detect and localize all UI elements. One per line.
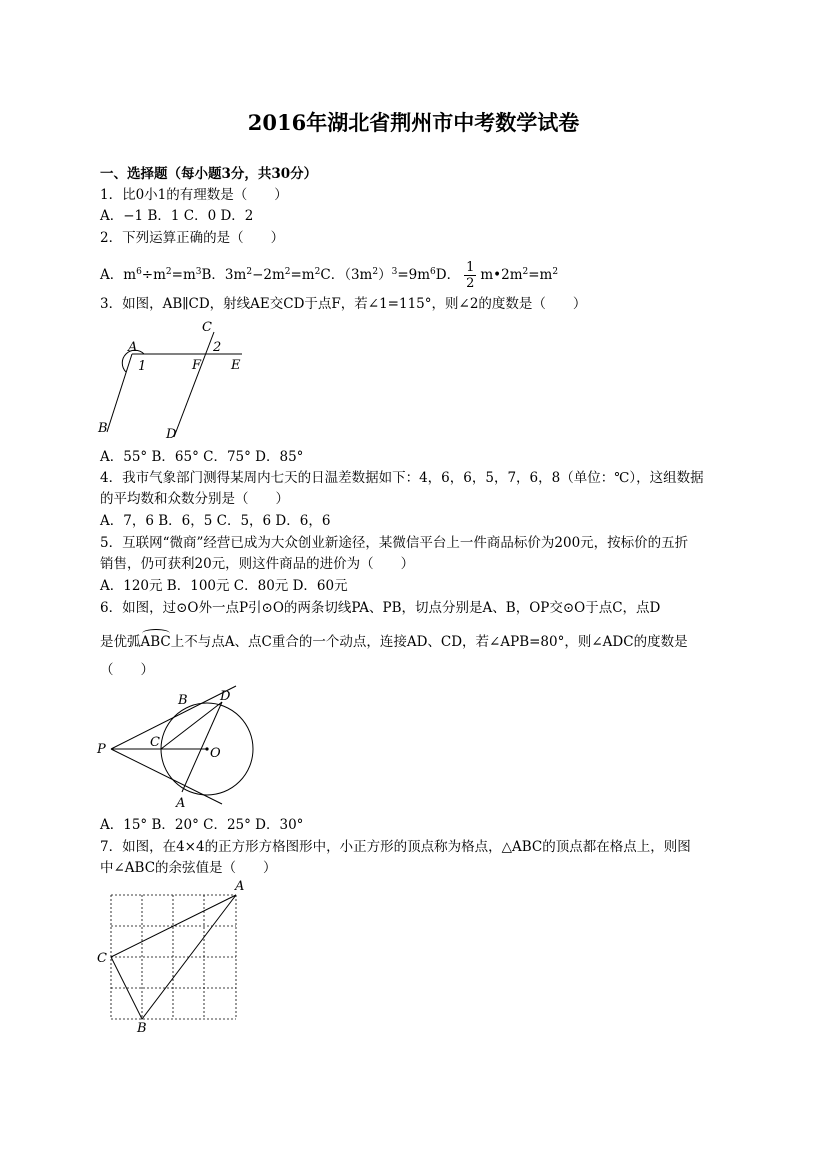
page-title: 2016年湖北省荆州市中考数学试卷 <box>247 110 580 135</box>
q2-b-sup3: 2 <box>314 267 321 277</box>
q6-line3: （ ） <box>100 662 154 678</box>
section-heading: 一、选择题（每小题3分，共30分） <box>100 166 318 182</box>
q2-a-sup2: 2 <box>165 267 172 277</box>
q2-d: D． <box>435 267 461 283</box>
q5-line2: 销售，仍可获利20元，则这件商品的进价为（ ） <box>100 556 415 572</box>
q6-options: A．15° B．20° C．25° D．30° <box>100 817 304 833</box>
q6-line1: 6．如图，过⊙O外一点P引⊙O的两条切线PA、PB，切点分别是A、B，OP交⊙O于点C，点D <box>100 600 661 616</box>
q6-line2-end: 上不与点A、点C重合的一个动点，连接AD、CD，若∠APB=80°，则∠ADC的度数是 <box>170 634 688 650</box>
line-cd <box>174 332 214 437</box>
q2-d-fraction <box>464 260 476 291</box>
label-c: C <box>202 320 212 335</box>
q2-stem: 2．下列运算正确的是（ ） <box>100 230 285 246</box>
label-1: 1 <box>138 359 147 374</box>
q2-c-sup3: 6 <box>430 267 436 277</box>
q4-options: A．7，6 B．6，5 C．5，6 D．6，6 <box>100 513 331 529</box>
q2-c: C．（3m <box>320 267 373 283</box>
arc-abc: ABC <box>140 634 171 650</box>
label-b: B <box>178 693 188 708</box>
label-d: D <box>166 427 177 442</box>
q7-line1: 7．如图，在4×4的正方形方格图形中，小正方形的顶点称为格点，△ABC的顶点都在格点上，则图 <box>100 839 691 855</box>
q5-options: A．120元 B．100元 C．80元 D．60元 <box>100 578 348 594</box>
line-ab <box>107 354 132 432</box>
q2-b-sup1: 2 <box>246 267 253 277</box>
label-b: B <box>98 421 108 436</box>
q2-a: A．m <box>100 267 137 283</box>
label-a: A <box>235 879 245 894</box>
q7-line2: 中∠ABC的余弦值是（ ） <box>100 860 277 876</box>
q4-line2: 的平均数和众数分别是（ ） <box>100 491 289 507</box>
q6-line2 <box>100 633 688 651</box>
center-o-dot <box>205 747 208 750</box>
label-2: 2 <box>213 340 222 355</box>
q7-grid-figure <box>94 878 254 1034</box>
q1-stem: 1．比0小1的有理数是（ ） <box>100 187 288 203</box>
label-p: P <box>97 742 106 757</box>
label-a: A <box>128 340 138 355</box>
q6-circle-tangent-figure <box>94 682 264 810</box>
q2-d-sup2: 2 <box>552 267 559 277</box>
q2-a-sup3: 3 <box>195 267 202 277</box>
label-d: D <box>220 689 231 704</box>
fraction-numerator: 1 <box>466 260 475 275</box>
q6-line2-start: 是优弧 <box>100 634 141 650</box>
label-e: E <box>231 358 241 373</box>
q2-b-eq: =m <box>290 267 315 283</box>
label-c: C <box>150 735 160 750</box>
q2-b-sup2: 2 <box>284 267 291 277</box>
grid-lines <box>111 895 236 1019</box>
label-c: C <box>97 951 107 966</box>
q2-d-eq: =m <box>528 267 553 283</box>
q3-parallel-lines-figure <box>92 314 262 446</box>
q2-b: B．3m <box>201 267 247 283</box>
q2-a-sup1: 6 <box>136 267 142 277</box>
q2-options <box>100 260 558 291</box>
fraction-denominator: 2 <box>466 276 475 291</box>
q2-b-mid: −2m <box>252 267 285 283</box>
q2-c-sup1: 2 <box>372 267 379 277</box>
q1-options: A．−1 B．1 C．0 D．2 <box>100 208 254 224</box>
label-f: F <box>192 358 202 373</box>
q2-d-mid: m•2m <box>480 267 523 283</box>
q3-stem: 3．如图，AB∥CD，射线AE交CD于点F，若∠1=115°，则∠2的度数是（ ） <box>100 296 587 312</box>
q2-a-eq: =m <box>171 267 196 283</box>
tangent-pa <box>111 749 222 804</box>
triangle-abc <box>111 895 236 1019</box>
label-o: O <box>210 746 221 761</box>
label-a: A <box>176 796 186 810</box>
q3-options: A．55° B．65° C．75° D．85° <box>100 449 304 465</box>
q2-c-sup2: 3 <box>391 267 398 277</box>
q2-a-mid: ÷m <box>141 267 166 283</box>
label-b: B <box>137 1021 147 1034</box>
q5-line1: 5．互联网“微商”经营已成为大众创业新途径，某微信平台上一件商品标价为200元，按标价的五折 <box>100 535 689 551</box>
q2-c-eq: =9m <box>397 267 431 283</box>
q2-c-paren: ） <box>378 267 392 283</box>
q4-line1: 4．我市气象部门测得某周内七天的日温差数据如下：4，6，6，5，7，6，8（单位：℃），这组数据 <box>100 470 704 486</box>
chord-cd <box>161 702 222 749</box>
q2-d-sup1: 2 <box>522 267 529 277</box>
